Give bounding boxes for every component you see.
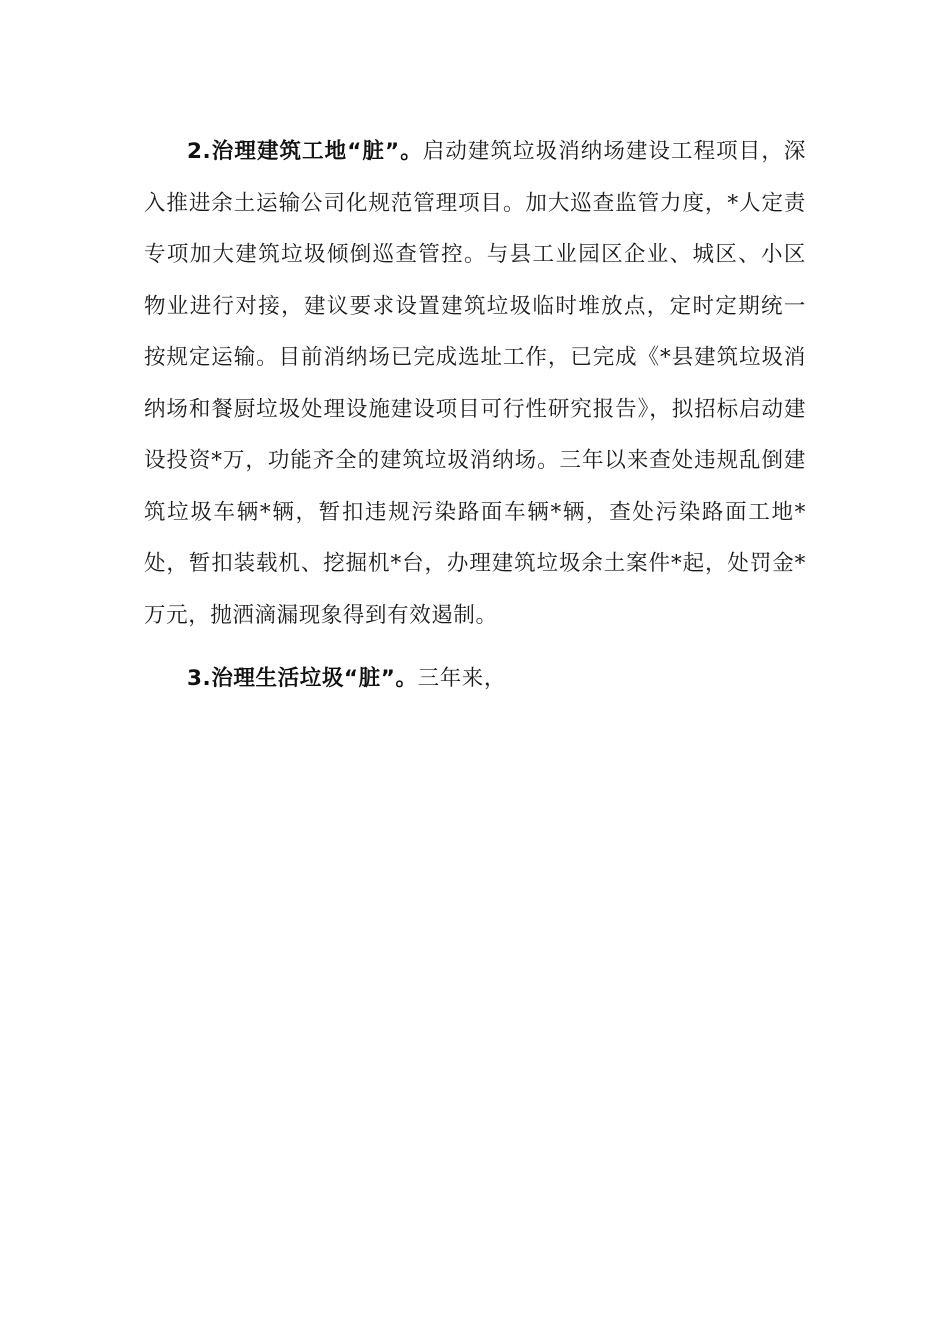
paragraph-text: 启动建筑垃圾消纳场建设工程项目，深入推进余土运输公司化规范管理项目。加大巡查监管力度，*人定责专项加大建筑垃圾倾倒巡查管控。与县工业园区企业、城区、小区物业进行对接，建议要求设置建筑垃圾临时堆放点，定时定期统一按规定运输。目前消纳场已完成选址工作，已完成《*县建筑垃圾消纳场和餐厨垃圾处理设施建设项目可行性研究报告》，拟招标启动建设投资*万，功能齐全的建筑垃圾消纳场。三年以来查处违规乱倒建筑垃圾车辆*辆，暂扣违规污染路面车辆*辆，查处污染路面工地*处，暂扣装载机、挖掘机*台，办理建筑垃圾余土案件*起，处罚金*万元，抛洒滴漏现象得到有效遏制。 xyxy=(144,139,806,628)
paragraph-construction-site xyxy=(144,126,806,641)
paragraph-heading: 2.治理建筑工地“脏”。 xyxy=(187,139,423,164)
paragraph-text: 三年来， xyxy=(417,666,506,691)
document-body xyxy=(144,126,806,705)
paragraph-heading: 3.治理生活垃圾“脏”。 xyxy=(187,666,418,691)
paragraph-household-waste xyxy=(144,653,806,705)
